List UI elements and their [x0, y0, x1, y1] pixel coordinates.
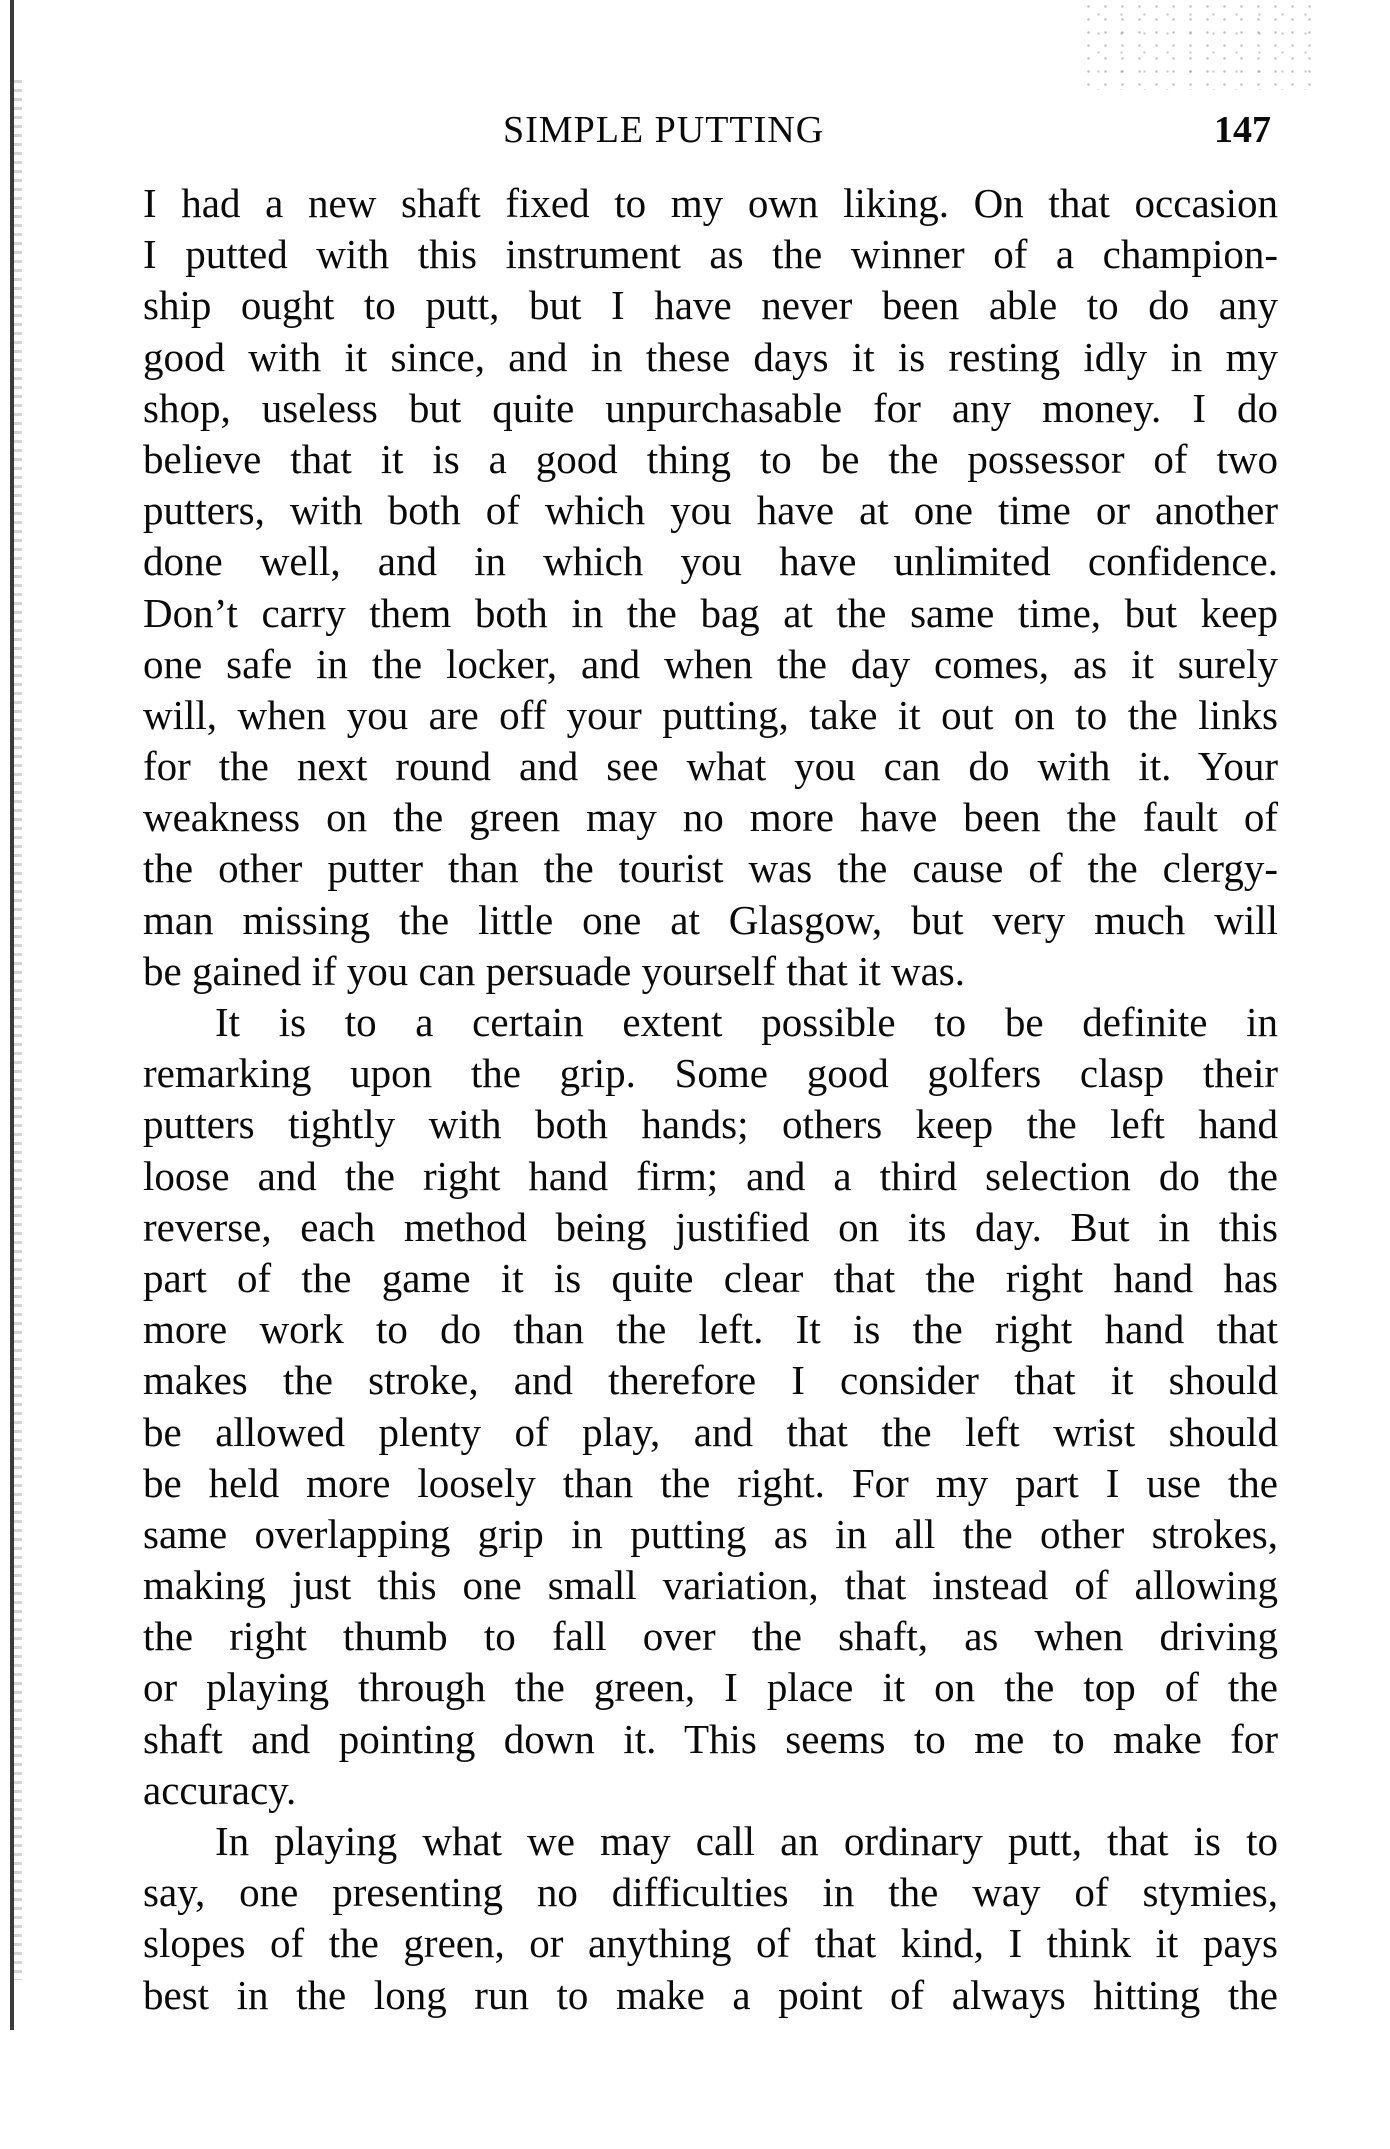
text-line: or playing through the green, I place it on the top of the: [143, 1664, 1278, 1711]
text-line: putters tightly with both hands; others keep the left hand: [143, 1101, 1278, 1148]
page-binding-edge: [10, 0, 14, 2030]
text-line: be allowed plenty of play, and that the left wrist should: [143, 1408, 1278, 1455]
text-line: putters, with both of which you have at one time or another: [143, 487, 1278, 534]
text-line: shaft and pointing down it. This seems to me to make for: [143, 1715, 1278, 1762]
text-line: In playing what we may call an ordinary putt, that is to: [215, 1818, 1278, 1864]
text-line: making just this one small variation, that instead of allowing: [143, 1562, 1278, 1609]
text-line: reverse, each method being justified on its day. But in this: [143, 1203, 1278, 1250]
running-head: [0, 108, 1390, 158]
text-line: part of the game it is quite clear that the right hand has: [143, 1254, 1278, 1301]
text-line: accuracy.: [143, 1766, 297, 1813]
text-line: good with it since, and in these days it is resting idly in my: [143, 333, 1278, 380]
text-line: It is to a certain extent possible to be definite in: [215, 999, 1278, 1045]
text-line: remarking upon the grip. Some good golfers clasp their: [143, 1050, 1278, 1097]
text-line: be held more loosely than the right. For my part I use the: [143, 1459, 1278, 1506]
paragraph: [143, 1816, 1278, 2021]
text-line: believe that it is a good thing to be the possessor of two: [143, 435, 1278, 482]
text-line: the right thumb to fall over the shaft, as when driving: [143, 1613, 1278, 1660]
text-line: same overlapping grip in putting as in all the other strokes,: [143, 1510, 1278, 1557]
text-line: man missing the little one at Glasgow, but very much will: [143, 896, 1278, 943]
text-line: shop, useless but quite unpurchasable for any money. I do: [143, 384, 1278, 431]
text-line: weakness on the green may no more have been the fault of: [143, 794, 1278, 841]
text-line: I had a new shaft fixed to my own liking. On that occasion: [143, 180, 1278, 226]
text-line: best in the long run to make a point of always hitting the: [143, 1971, 1278, 2018]
text-line: I putted with this instrument as the winner of a champion-: [143, 231, 1278, 278]
text-line: the other putter than the tourist was the cause of the clergy-: [143, 845, 1278, 892]
text-line: slopes of the green, or anything of that kind, I think it pays: [143, 1920, 1278, 1967]
text-line: for the next round and see what you can do with it. Your: [143, 743, 1278, 790]
text-line: say, one presenting no difficulties in the way of stymies,: [143, 1869, 1278, 1916]
text-line: be gained if you can persuade yourself that it was.: [143, 947, 966, 994]
text-line: ship ought to putt, but I have never been able to do any: [143, 282, 1278, 329]
text-line: will, when you are off your putting, take it out on to the links: [143, 691, 1278, 738]
text-line: Don’t carry them both in the bag at the same time, but keep: [143, 589, 1278, 636]
page-number: 147: [1214, 109, 1271, 151]
text-line: makes the stroke, and therefore I consider that it should: [143, 1357, 1278, 1404]
scan-speckle-artifact: [1080, 0, 1320, 90]
text-line: done well, and in which you have unlimited confidence.: [143, 538, 1278, 585]
text-line: loose and the right hand firm; and a third selection do the: [143, 1152, 1278, 1199]
paragraph: [143, 178, 1278, 997]
body-text: [143, 178, 1278, 2021]
text-line: one safe in the locker, and when the day comes, as it surely: [143, 640, 1278, 687]
text-line: more work to do than the left. It is the right hand that: [143, 1306, 1278, 1353]
paragraph: [143, 997, 1278, 1816]
running-title: SIMPLE PUTTING: [503, 109, 825, 151]
